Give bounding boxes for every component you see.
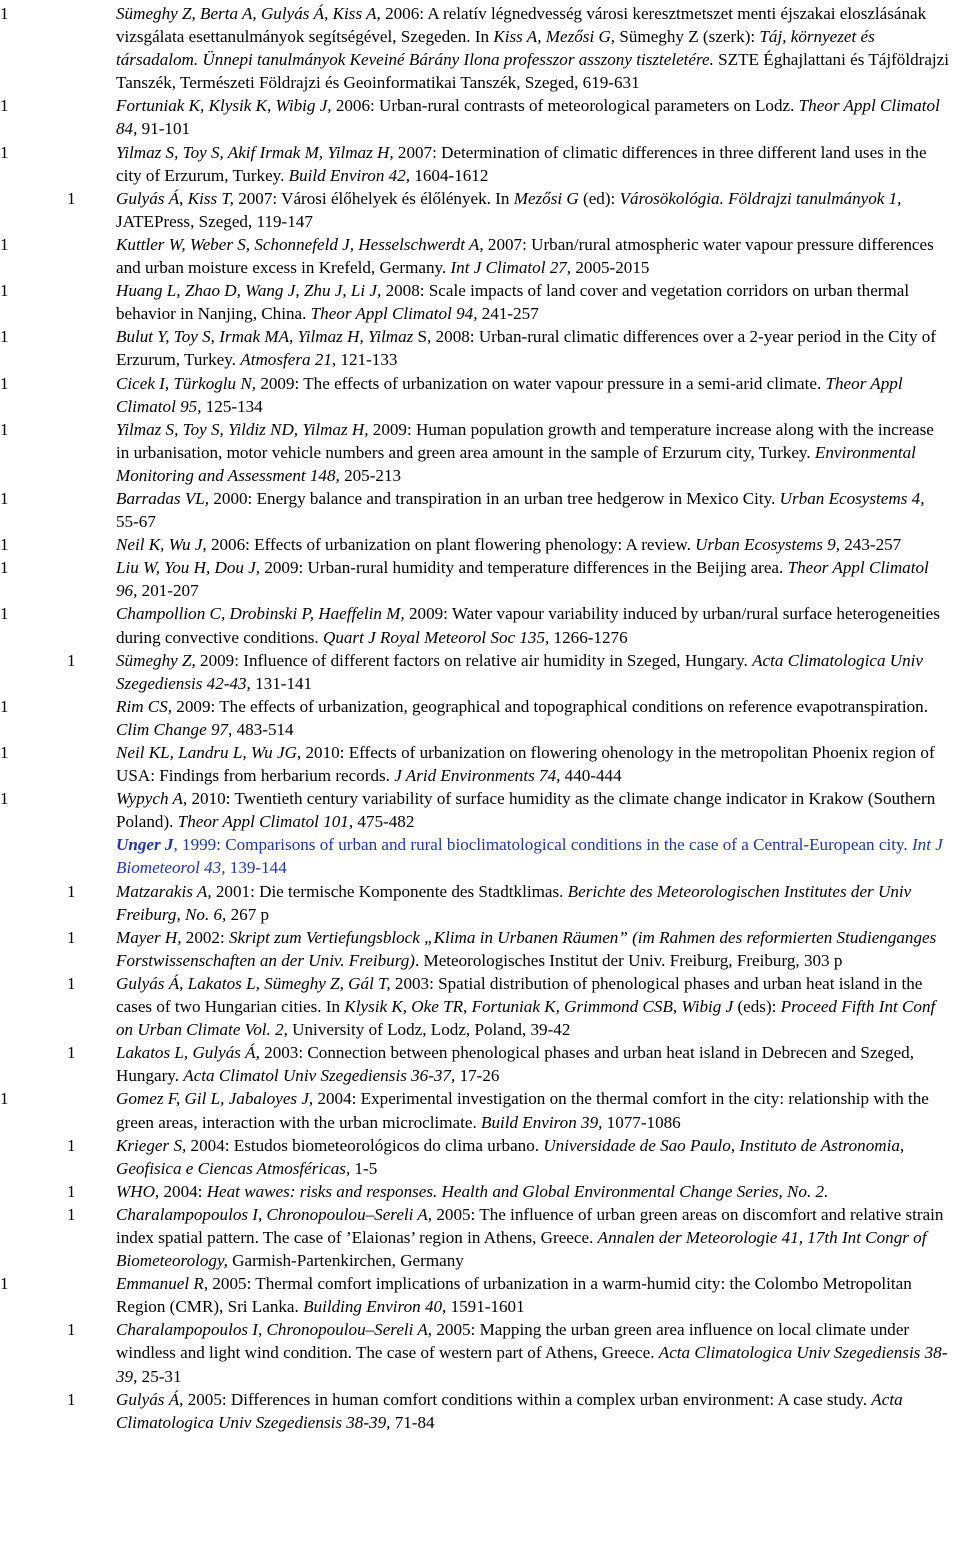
reference-entry xyxy=(0,533,960,556)
reference-emphasis: Kiss A, Mezősi G, xyxy=(493,27,616,47)
reference-number: 1 xyxy=(67,650,76,670)
reference-emphasis: Gulyás Á, xyxy=(116,1389,184,1409)
reference-segment: 2007: Városi élőhelyek és élőlények. In xyxy=(233,188,514,208)
reference-emphasis: Atmosfera 21, xyxy=(240,350,337,370)
reference-segment: 2009: The effects of urbanization, geographical and topographical conditions on reference evapotranspiration. xyxy=(172,696,928,716)
reference-text xyxy=(116,974,935,1039)
reference-emphasis: Environmental Monitoring and Assessment 148, xyxy=(116,442,916,485)
reference-emphasis: Build Environ 42, xyxy=(288,165,411,185)
reference-segment: 483-514 xyxy=(232,719,294,739)
reference-emphasis: Barradas VL, xyxy=(116,488,210,508)
reference-entry xyxy=(0,418,960,487)
reference-text xyxy=(116,882,911,924)
reference-segment: 1-5 xyxy=(350,1158,378,1178)
reference-emphasis: Quart J Royal Meteorol Soc 135, xyxy=(322,627,550,647)
reference-segment: (eds): xyxy=(733,997,781,1017)
reference-entry xyxy=(0,1272,960,1318)
reference-segment: 121-133 xyxy=(336,350,398,370)
reference-emphasis: Yilmaz S, Toy S, Akif Irmak M, Yilmaz H, xyxy=(116,142,394,162)
reference-emphasis: J Arid Environments 74, xyxy=(394,766,561,786)
reference-segment: 71-84 xyxy=(390,1412,435,1432)
reference-text xyxy=(116,1390,903,1432)
reference-number: 1 xyxy=(67,1320,76,1340)
reference-number: 1 xyxy=(67,1043,76,1063)
reference-segment: 2004: Experimental investigation on the thermal comfort in the city: relationship with the green areas, interaction with the urban microclimate. xyxy=(116,1089,929,1132)
reference-segment: 2005: The influence of urban green areas on discomfort and relative strain index spatial pattern. The case of ’Elaionas’ region in Athens, Greece. xyxy=(116,1204,944,1247)
reference-segment: 2000: Energy balance and transpiration in an urban tree hedgerow in Mexico City. xyxy=(209,488,780,508)
reference-text xyxy=(116,1043,914,1085)
reference-text xyxy=(116,374,903,416)
reference-text xyxy=(116,604,940,646)
reference-number: 1 xyxy=(0,558,9,578)
reference-text xyxy=(116,281,909,323)
reference-segment: 1591-1601 xyxy=(446,1297,525,1317)
reference-segment: 125-134 xyxy=(201,396,263,416)
reference-number: 1 xyxy=(67,1181,76,1201)
reference-emphasis: Theor Appl Climatol 94, xyxy=(310,304,478,324)
reference-entry xyxy=(0,1087,960,1133)
reference-text xyxy=(116,651,923,693)
reference-text xyxy=(116,420,934,485)
reference-emphasis: Lakatos L, Gulyás Á, xyxy=(116,1043,260,1063)
reference-number: 1 xyxy=(67,1204,76,1224)
reference-text xyxy=(116,1182,828,1201)
reference-segment: 2005: Mapping the urban green area influence on local climate under windless and light wind condition. The case of western part of Athens, Greece. xyxy=(116,1320,910,1363)
reference-segment: JATEPress, Szeged, 119-147 xyxy=(116,211,313,231)
reference-emphasis: Int J Biometeorol 43, xyxy=(116,835,943,878)
reference-segment: 2009: Urban-rural humidity and temperature differences in the Beijing area. xyxy=(260,558,788,578)
reference-text xyxy=(116,327,936,369)
reference-emphasis: Charalampopoulos I, Chronopoulou–Sereli A, xyxy=(116,1320,433,1340)
reference-entry xyxy=(0,1318,960,1387)
reference-emphasis: Unger J xyxy=(116,835,174,855)
reference-segment: 2005: Differences in human comfort conditions within a complex urban environment: A case study. xyxy=(183,1389,872,1409)
reference-segment: 25-31 xyxy=(137,1366,182,1386)
reference-entry xyxy=(0,141,960,187)
reference-emphasis: Annalen der Meteorologie 41, 17th Int Congr of Biometeorology, xyxy=(116,1227,927,1271)
reference-emphasis: Wypych A, xyxy=(116,789,188,809)
reference-entry xyxy=(0,602,960,648)
reference-number: 1 xyxy=(0,373,9,393)
reference-segment: 2003: Spatial distribution of phenological phases and urban heat island in the cases of two Hungarian cities. In xyxy=(116,973,923,1017)
reference-entry xyxy=(0,1134,960,1180)
reference-entry xyxy=(0,233,960,279)
reference-segment: 139-144 xyxy=(225,858,287,878)
reference-number: 1 xyxy=(0,281,9,301)
reference-emphasis: Neil K, Wu J, xyxy=(116,535,207,555)
reference-entry xyxy=(0,880,960,926)
reference-text xyxy=(116,697,928,739)
reference-number: 1 xyxy=(0,4,9,23)
reference-entry xyxy=(0,1180,960,1203)
reference-text xyxy=(116,96,940,138)
reference-entry xyxy=(0,94,960,140)
reference-segment: 2002: xyxy=(181,927,229,947)
reference-text xyxy=(116,189,901,231)
reference-emphasis: Skript zum Vertiefungsblock „Klima in Urbanen Räumen” (im Rahmen des reformierten Studienganges Forstwissenschaften an der Univ. Freiburg) xyxy=(116,927,937,970)
reference-number: 1 xyxy=(0,604,9,624)
reference-text xyxy=(116,489,924,531)
reference-number: 1 xyxy=(67,1389,76,1409)
reference-emphasis: Klysik K, Oke TR, Fortuniak K, Grimmond CSB, Wibig J xyxy=(344,997,734,1017)
reference-emphasis: Theor Appl Climatol 96, xyxy=(116,558,929,601)
reference-emphasis: Cicek I, Türkoglu N, xyxy=(116,373,257,393)
reference-emphasis: Int J Climatol 27, xyxy=(450,258,572,278)
reference-segment: Sümeghy Z (szerk): xyxy=(615,27,760,47)
reference-segment: 205-213 xyxy=(339,465,402,485)
reference-emphasis: Mayer H, xyxy=(116,927,182,947)
reference-text xyxy=(116,835,943,877)
reference-segment: 91-101 xyxy=(137,119,191,139)
reference-segment: 2010: Twentieth century variability of surface humidity as the climate change indicator in Krakow (Southern Poland). xyxy=(116,789,936,832)
reference-segment: 440-444 xyxy=(560,766,622,786)
reference-emphasis: Theor Appl Climatol 101, xyxy=(177,812,354,832)
reference-segment: 241-257 xyxy=(477,304,539,324)
reference-number: 1 xyxy=(0,327,9,347)
reference-emphasis: Gulyás Á, Kiss T, xyxy=(116,188,234,208)
reference-emphasis: WHO, xyxy=(116,1181,160,1201)
reference-emphasis: Gomez F, Gil L, Jabaloyes J, xyxy=(116,1089,314,1109)
reference-segment: 2006: Urban-rural contrasts of meteorological parameters on Lodz. xyxy=(331,96,799,116)
reference-emphasis: Matzarakis A, xyxy=(116,881,212,901)
reference-segment: 475-482 xyxy=(353,812,415,832)
reference-segment: 1266-1276 xyxy=(549,627,628,647)
reference-text xyxy=(116,743,935,785)
reference-emphasis: Building Environ 40, xyxy=(303,1297,447,1317)
reference-segment: 131-141 xyxy=(250,673,313,693)
reference-segment: 2009: The effects of urbanization on water vapour pressure in a semi-arid climate. xyxy=(256,373,826,393)
reference-entry xyxy=(0,926,960,972)
reference-text xyxy=(116,1205,943,1270)
reference-segment: 2009: Water vapour variability induced by urban/rural surface heterogeneities during convective conditions. xyxy=(116,604,940,647)
reference-emphasis: Urban Ecosystems 4, xyxy=(779,488,925,508)
reference-text xyxy=(116,1320,947,1385)
reference-emphasis: Heat wawes: risks and responses. Health and Global Environmental Change Series, No. 2. xyxy=(206,1181,829,1201)
reference-emphasis: Theor Appl Climatol 84, xyxy=(116,96,940,139)
reference-number: 1 xyxy=(0,535,9,555)
reference-segment: 2004: xyxy=(159,1181,207,1201)
reference-number: 1 xyxy=(67,973,76,993)
reference-emphasis: Táj, környezet és társadalom. Ünnepi tanulmányok Keveiné Bárány Ilona professzor asszony tiszteletére. xyxy=(116,27,875,70)
reference-emphasis: Gulyás Á, Lakatos L, Sümeghy Z, Gál T, xyxy=(116,973,391,993)
reference-number: 1 xyxy=(0,789,9,809)
reference-entry xyxy=(0,972,960,1041)
reference-number: 1 xyxy=(0,142,9,162)
reference-emphasis: Build Environ 39, xyxy=(481,1112,603,1132)
reference-text xyxy=(116,928,936,970)
reference-entry xyxy=(0,325,960,371)
reference-segment: 267 p xyxy=(226,904,270,924)
reference-entry xyxy=(0,372,960,418)
reference-entry xyxy=(0,787,960,833)
reference-emphasis: Champollion C, Drobinski P, Haeffelin M, xyxy=(116,604,405,624)
reference-segment: 2006: Effects of urbanization on plant flowering phenology: A review. xyxy=(206,535,696,555)
reference-number: 1 xyxy=(0,696,9,716)
reference-text xyxy=(116,1136,904,1178)
reference-segment: 1077-1086 xyxy=(602,1112,681,1132)
reference-segment: 17-26 xyxy=(455,1066,500,1086)
reference-emphasis: Sümeghy Z, xyxy=(116,650,196,670)
reference-emphasis: Charalampopoulos I, Chronopoulou–Sereli A, xyxy=(116,1204,433,1224)
reference-entry xyxy=(0,279,960,325)
reference-segment: S, 2008: Urban-rural climatic differences over a 2-year period in the City of Erzurum, Turkey. xyxy=(116,327,937,370)
reference-segment: 2010: Effects of urbanization on flowering ohenology in the metropolitan Phoenix region of USA: Findings from herbarium records. xyxy=(116,743,935,786)
reference-number: 1 xyxy=(67,1135,76,1155)
reference-entry xyxy=(0,833,960,879)
reference-emphasis: Fortuniak K, Klysik K, Wibig J, xyxy=(116,96,332,116)
reference-segment: 2009: Influence of different factors on relative air humidity in Szeged, Hungary. xyxy=(195,650,753,670)
reference-emphasis: Neil KL, Landru L, Wu JG, xyxy=(116,743,302,762)
reference-emphasis: Universidade de Sao Paulo, Instituto de Astronomia, Geofisica e Ciencas Atmosféricas, xyxy=(116,1135,905,1178)
reference-number: 1 xyxy=(0,488,9,508)
reference-text xyxy=(116,143,927,185)
reference-emphasis: Acta Climatologica Univ Szegediensis 42-43, xyxy=(116,650,924,693)
reference-emphasis: Urban Ecosystems 9, xyxy=(695,535,840,555)
reference-number: 1 xyxy=(0,1089,9,1109)
reference-emphasis: Krieger S, xyxy=(116,1135,187,1155)
reference-segment: 201-207 xyxy=(137,581,199,601)
reference-emphasis: Berichte des Meteorologischen Institutes der Univ Freiburg, No. 6, xyxy=(116,881,912,924)
reference-number: 1 xyxy=(67,881,76,901)
reference-number: 1 xyxy=(0,96,9,116)
reference-text xyxy=(116,4,949,92)
reference-number: 1 xyxy=(67,188,76,208)
reference-segment: . Meteorologisches Institut der Univ. Freiburg, Freiburg, 303 p xyxy=(414,950,843,970)
reference-emphasis: Theor Appl Climatol 95, xyxy=(116,373,903,416)
reference-emphasis: Proceed Fifth Int Conf on Urban Climate Vol. 2, xyxy=(116,997,936,1040)
reference-segment: 2004: Estudos biometeorológicos do clima urbano. xyxy=(186,1135,544,1155)
reference-entry xyxy=(0,556,960,602)
reference-text xyxy=(116,1089,929,1131)
reference-emphasis: Acta Climatol Univ Szegediensis 36-37, xyxy=(183,1066,456,1086)
reference-segment: SZTE Éghajlattani és Tájföldrajzi Tanszék, Természeti Földrajzi és Geoinformatikai Tanszék, Szeged, 619-631 xyxy=(116,50,950,93)
reference-emphasis: Városökológia. Földrajzi tanulmányok 1, xyxy=(619,188,902,208)
reference-entry xyxy=(0,1388,960,1434)
reference-number: 1 xyxy=(0,234,9,254)
reference-emphasis: Acta Climatologica Univ Szegediensis 38-39, xyxy=(116,1343,948,1386)
reference-entry xyxy=(0,487,960,533)
reference-entry xyxy=(0,1041,960,1087)
reference-segment: 2007: Urban/rural atmospheric water vapour pressure differences and urban moisture excess in Krefeld, Germany. xyxy=(116,234,934,278)
reference-number: 1 xyxy=(0,743,9,762)
reference-segment: 1604-1612 xyxy=(410,165,489,185)
reference-segment: 2005: Thermal comfort implications of urbanization in a warm-humid city: the Colombo Metropolitan Region (CMR), Sri Lanka. xyxy=(116,1274,912,1317)
reference-segment: 2006: A relatív légnedvesség városi keresztmetszet menti éjszakai eloszlásának vizsgálata esettanulmányok segítségével, Szegeden. In xyxy=(116,4,927,47)
reference-emphasis: Mezősi G xyxy=(513,188,579,208)
reference-segment: 55-67 xyxy=(116,512,156,532)
reference-segment: 2005-2015 xyxy=(571,258,650,278)
reference-entry xyxy=(0,741,960,787)
reference-number: 1 xyxy=(0,419,9,439)
reference-entry xyxy=(0,2,960,94)
reference-entry xyxy=(0,695,960,741)
reference-emphasis: Sümeghy Z, Berta A, Gulyás Á, Kiss A, xyxy=(116,4,381,23)
reference-entry xyxy=(0,187,960,233)
reference-text xyxy=(116,235,934,277)
reference-segment: Garmish-Partenkirchen, Germany xyxy=(227,1251,464,1271)
reference-segment: University of Lodz, Lodz, Poland, 39-42 xyxy=(287,1020,571,1040)
reference-emphasis: Emmanuel R, xyxy=(116,1274,209,1294)
reference-segment: 2008: Scale impacts of land cover and vegetation corridors on urban thermal behavior in Nanjing, China. xyxy=(116,281,910,324)
reference-emphasis: Bulut Y, Toy S, Irmak MA, Yilmaz H, Yilmaz xyxy=(116,327,414,347)
reference-segment: 2007: Determination of climatic differences in three different land uses in the city of Erzurum, Turkey. xyxy=(116,142,927,185)
reference-text xyxy=(116,535,901,554)
reference-emphasis: Huang L, Zhao D, Wang J, Zhu J, Li J, xyxy=(116,281,382,301)
reference-emphasis: Clim Change 97, xyxy=(116,719,233,739)
reference-segment: (ed): xyxy=(578,188,620,208)
reference-segment: 2001: Die termische Komponente des Stadtklimas. xyxy=(211,881,568,901)
reference-emphasis: Acta Climatologica Univ Szegediensis 38-39, xyxy=(116,1389,903,1432)
reference-entry xyxy=(0,649,960,695)
reference-text xyxy=(116,789,935,831)
reference-emphasis: Liu W, You H, Dou J, xyxy=(116,558,261,578)
reference-emphasis: Rim CS, xyxy=(116,696,173,716)
reference-number: 1 xyxy=(67,927,76,947)
reference-segment: , 1999: Comparisons of urban and rural bioclimatological conditions in the case of a Central-European city. xyxy=(173,835,912,855)
reference-text xyxy=(116,558,929,600)
reference-entry xyxy=(0,1203,960,1272)
reference-text xyxy=(116,1274,912,1316)
reference-number: 1 xyxy=(0,1274,9,1294)
reference-emphasis: Yilmaz S, Toy S, Yildiz ND, Yilmaz H, xyxy=(116,419,369,439)
reference-segment: 2009: Human population growth and temperature increase along with the increase in urbanisation, motor vehicle numbers and green area amount in the sample of Erzurum city, Turkey. xyxy=(116,419,934,462)
reference-segment: 2003: Connection between phenological phases and urban heat island in Debrecen and Szeged, Hungary. xyxy=(116,1043,914,1086)
reference-segment: 243-257 xyxy=(839,535,902,555)
reference-emphasis: Kuttler W, Weber S, Schonnefeld J, Hesselschwerdt A, xyxy=(116,234,484,254)
